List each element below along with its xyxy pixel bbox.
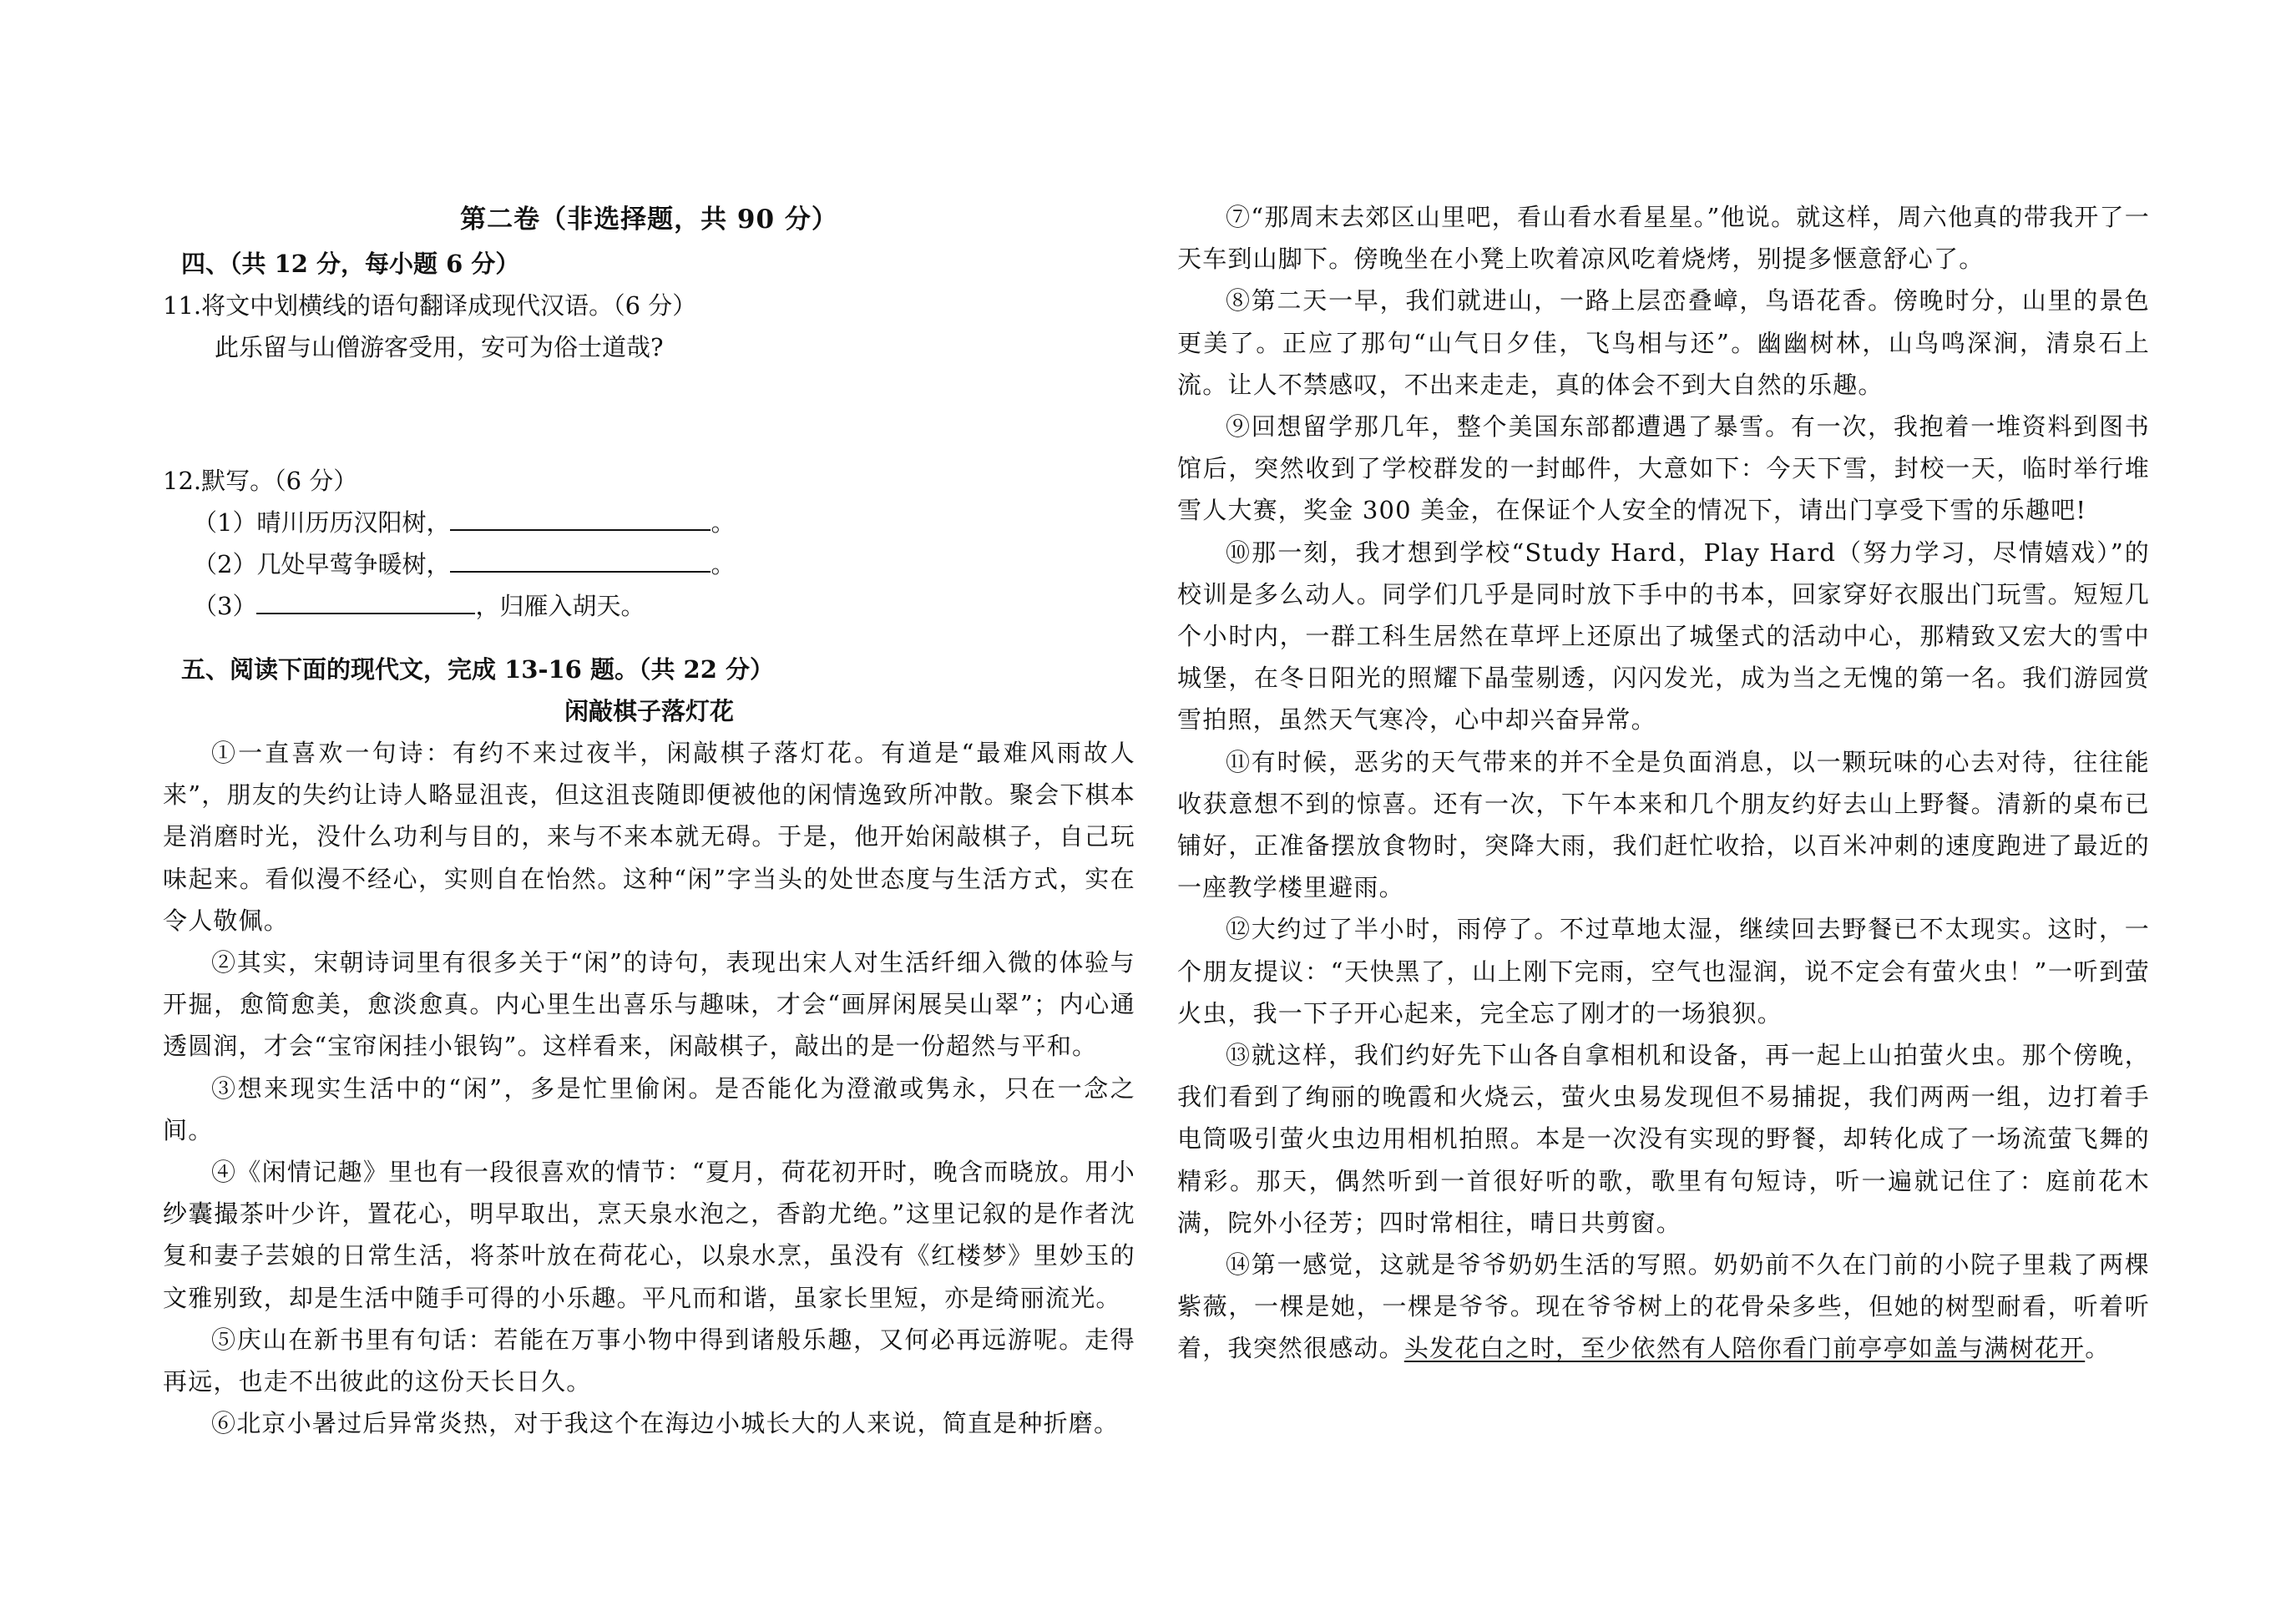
answer-blank-1[interactable] <box>450 504 711 531</box>
recitation-item-2-suffix: 。 <box>711 550 736 578</box>
recitation-item-2 <box>163 543 1135 585</box>
article-paragraph-1: ①一直喜欢一句诗：有约不来过夜半，闲敲棋子落灯花。有道是“最难风雨故人来”，朋友的失约让诗人略显沮丧，但这沮丧随即便被他的闲情逸致所冲散。聚会下棋本是消磨时光，没什么功利与目的，来与不来本就无碍。于是，他开始闲敲棋子，自己玩味起来。看似漫不经心，实则自在怡然。这种“闲”字当头的处世态度与生活方式，实在令人敬佩。 <box>163 739 1135 935</box>
article-paragraph-3: ③想来现实生活中的“闲”，多是忙里偷闲。是否能化为澄澈或隽永，只在一念之间。 <box>163 1073 1135 1144</box>
answer-blank-2[interactable] <box>450 546 711 573</box>
question-12-prompt: 12.默写。（6 分） <box>163 467 358 495</box>
underlined-sentence: 头发花白之时，至少依然有人陪你看门前亭亭如盖与满树花开 <box>1403 1334 2086 1363</box>
part4-heading: 四、（共 12 分，每小题 6 分） <box>181 250 520 278</box>
article-paragraph-8: ⑧第二天一早，我们就进山，一路上层峦叠嶂，鸟语花香。傍晚时分，山里的景色更美了。正应了那句“山气日夕佳，飞鸟相与还”。幽幽树林，山鸟鸣深涧，清泉石上流。让人不禁感叹，不出来走走，真的体会不到大自然的乐趣。 <box>1177 286 2150 399</box>
article-paragraph-14 <box>1177 1244 2150 1370</box>
article-paragraph-10: ⑩那一刻，我才想到学校“Study Hard，Play Hard（努力学习，尽情嬉戏）”的校训是多么动人。同学们几乎是同时放下手中的书本，回家穿好衣服出门玩雪。短短几个小时内，一群工科生居然在草坪上还原出了城堡式的活动中心，那精致又宏大的雪中城堡，在冬日阳光的照耀下晶莹剔透，闪闪发光，成为当之无愧的第一名。我们游园赏雪拍照，虽然天气寒冷，心中却兴奋异常。 <box>1177 538 2150 735</box>
answer-space <box>163 368 1135 460</box>
question-11-prompt: 11.将文中划横线的语句翻译成现代汉语。（6 分） <box>163 291 697 320</box>
section-title: 第二卷（非选择题，共 90 分） <box>460 205 838 235</box>
article-paragraph-7: ⑦“那周末去郊区山里吧，看山看水看星星。”他说。就这样，周六他真的带我开了一天车到山脚下。傍晚坐在小凳上吹着凉风吃着烧烤，别提多惬意舒心了。 <box>1177 203 2150 274</box>
recitation-item-3-prefix: （3） <box>193 592 257 620</box>
recitation-item-1-suffix: 。 <box>711 508 736 537</box>
article-paragraph-9: ⑨回想留学那几年，整个美国东部都遭遇了暴雪。有一次，我抱着一堆资料到图书馆后，突然收到了学校群发的一封邮件，大意如下：今天下雪，封校一天，临时举行堆雪人大赛，奖金 300 美金，在保证个人安全的情况下，请出门享受下雪的乐趣吧! <box>1177 412 2150 525</box>
left-column <box>163 196 1135 1444</box>
right-column <box>1177 196 2150 1370</box>
recitation-item-1 <box>163 502 1135 543</box>
recitation-item-3 <box>163 585 1135 627</box>
article-paragraph-11: ⑪有时候，恶劣的天气带来的并不全是负面消息，以一颗玩味的心去对待，往往能收获意想不到的惊喜。还有一次，下午本来和几个朋友约好去山上野餐。清新的桌布已铺好，正准备摆放食物时，突降大雨，我们赶忙收拾，以百米冲刺的速度跑进了最近的一座教学楼里避雨。 <box>1177 747 2150 902</box>
article-paragraph-2: ②其实，宋朝诗词里有很多关于“闲”的诗句，表现出宋人对生活纤细入微的体验与开掘，愈简愈美，愈淡愈真。内心里生出喜乐与趣味，才会“画屏闲展吴山翠”；内心通透圆润，才会“宝帘闲挂小银钩”。这样看来，闲敲棋子，敲出的是一份超然与平和。 <box>163 948 1135 1061</box>
recitation-item-2-prefix: （2）几处早莺争暖树， <box>193 550 451 578</box>
article-paragraph-12: ⑫大约过了半小时，雨停了。不过草地太湿，继续回去野餐已不太现实。这时，一个朋友提议：“天快黑了，山上刚下完雨，空气也湿润，说不定会有萤火虫！”一听到萤火虫，我一下子开心起来，完全忘了刚才的一场狼狈。 <box>1177 915 2150 1028</box>
part5-heading: 五、阅读下面的现代文，完成 13-16 题。（共 22 分） <box>181 655 774 684</box>
section-gap <box>163 627 1135 649</box>
article-paragraph-5: ⑤庆山在新书里有句话：若能在万事小物中得到诸般乐趣，又何必再远游呢。走得再远，也走不出彼此的这份天长日久。 <box>163 1325 1135 1396</box>
article-paragraph-6: ⑥北京小暑过后异常炎热，对于我这个在海边小城长大的人来说，简直是种折磨。 <box>211 1409 1120 1438</box>
paragraph-14-end: 。 <box>2085 1334 2111 1363</box>
recitation-item-1-prefix: （1）晴川历历汉阳树， <box>193 508 451 537</box>
article-title: 闲敲棋子落灯花 <box>564 697 734 725</box>
recitation-item-3-suffix: ，归雁入胡天。 <box>475 592 645 620</box>
article-paragraph-4: ④《闲情记趣》里也有一段很喜欢的情节：“夏月，荷花初开时，晚含而晓放。用小纱囊撮茶叶少许，置花心，明早取出，烹天泉水泡之，香韵尤绝。”这里记叙的是作者沈复和妻子芸娘的日常生活，将茶叶放在荷花心，以泉水烹，虽没有《红楼梦》里妙玉的文雅别致，却是生活中随手可得的小乐趣。平凡而和谐，虽家长里短，亦是绮丽流光。 <box>163 1158 1135 1312</box>
question-11-sentence: 此乐留与山僧游客受用，安可为俗士道哉? <box>215 333 664 361</box>
answer-blank-3[interactable] <box>256 588 475 614</box>
paragraph-14-text: ⑭第一感觉，这就是爷爷奶奶生活的写照。奶奶前不久在门前的小院子里栽了两棵紫薇，一棵是她，一棵是爷爷。现在爷爷树上的花骨朵多些，但她的树型耐看，听着听着，我突然很感动。 <box>1177 1250 2150 1363</box>
article-paragraph-13: ⑬就这样，我们约好先下山各自拿相机和设备，再一起上山拍萤火虫。那个傍晚，我们看到了绚丽的晚霞和火烧云，萤火虫易发现但不易捕捉，我们两两一组，边打着手电筒吸引萤火虫边用相机拍照。本是一次没有实现的野餐，却转化成了一场流萤飞舞的精彩。那天，偶然听到一首很好听的歌，歌里有句短诗，听一遍就记住了：庭前花木满，院外小径芳；四时常相往，晴日共剪窗。 <box>1177 1041 2150 1237</box>
